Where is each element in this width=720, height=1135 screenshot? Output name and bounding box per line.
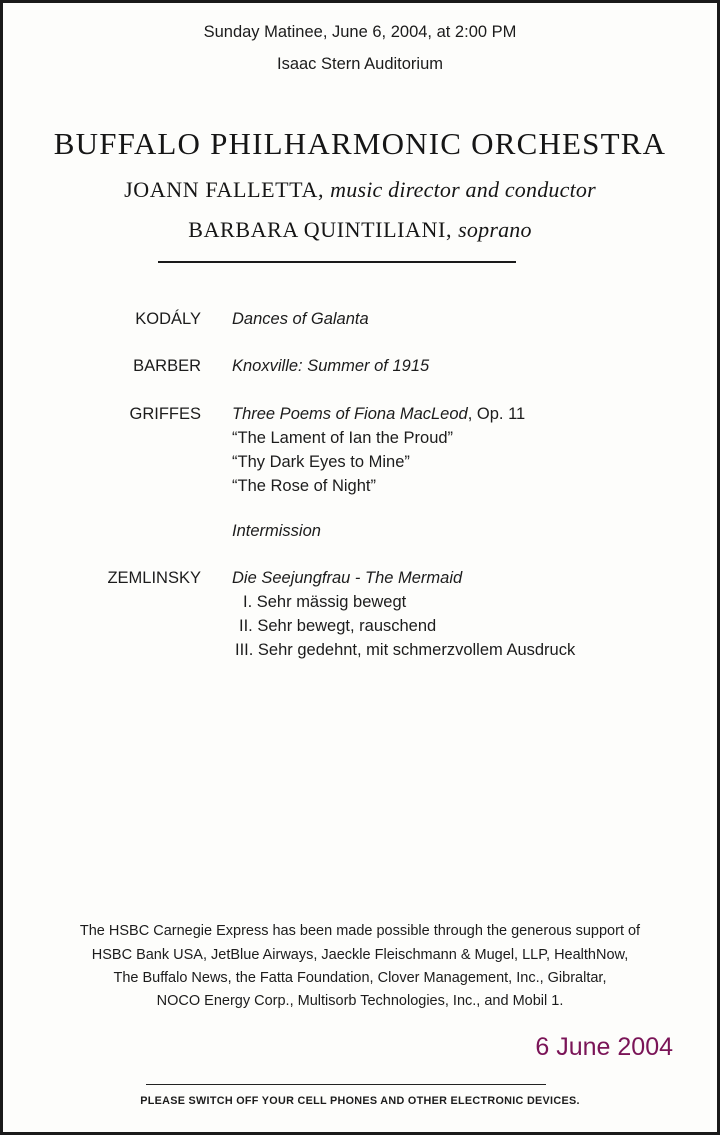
composer-zemlinsky: ZEMLINSKY: [107, 569, 201, 587]
sponsor-line-3: The Buffalo News, the Fatta Foundation, Clover Management, Inc., Gibraltar,: [113, 970, 607, 986]
work-kodaly: Dances of Galanta: [232, 310, 369, 328]
performance-date: Sunday Matinee, June 6, 2004, at 2:00 PM: [203, 23, 517, 41]
soloist-credit: [3, 217, 717, 243]
work-griffes-title: Three Poems of Fiona MacLeod: [232, 405, 468, 423]
sponsor-line-4: NOCO Energy Corp., Multisorb Technologies, Inc., and Mobil 1.: [156, 993, 564, 1009]
conductor-name: JOANN FALLETTA,: [124, 177, 325, 202]
composer-griffes: GRIFFES: [129, 405, 201, 423]
work-barber: Knoxville: Summer of 1915: [232, 357, 430, 375]
work-griffes: [232, 405, 525, 424]
footer-divider: [146, 1084, 546, 1085]
conductor-credit: [3, 177, 717, 203]
soloist-name: BARBARA QUINTILIANI,: [188, 217, 453, 242]
griffes-poem-3: “The Rose of Night”: [232, 477, 376, 495]
phone-notice: PLEASE SWITCH OFF YOUR CELL PHONES AND OTHER ELECTRONIC DEVICES.: [140, 1095, 580, 1107]
handwritten-date-annotation: 6 June 2004: [535, 1033, 673, 1061]
composer-barber: BARBER: [133, 357, 201, 375]
work-griffes-opus: , Op. 11: [467, 405, 526, 423]
work-zemlinsky: Die Seejungfrau - The Mermaid: [232, 569, 463, 587]
griffes-poem-2: “Thy Dark Eyes to Mine”: [232, 453, 410, 471]
conductor-role: music director and conductor: [330, 177, 596, 202]
zemlinsky-movement-1: I. Sehr mässig bewegt: [243, 593, 407, 611]
sponsor-line-2: HSBC Bank USA, JetBlue Airways, Jaeckle Fleischmann & Mugel, LLP, HealthNow,: [91, 947, 629, 963]
venue-name: Isaac Stern Auditorium: [277, 55, 443, 73]
griffes-poem-1: “The Lament of Ian the Proud”: [232, 429, 454, 447]
orchestra-title: BUFFALO PHILHARMONIC ORCHESTRA: [53, 126, 667, 161]
soloist-role: soprano: [458, 217, 532, 242]
zemlinsky-movement-3: III. Sehr gedehnt, mit schmerzvollem Ausdruck: [235, 641, 576, 659]
intermission-label: Intermission: [232, 522, 321, 540]
program-page: [3, 3, 717, 1132]
composer-kodaly: KODÁLY: [135, 310, 201, 328]
sponsor-line-1: The HSBC Carnegie Express has been made possible through the generous support of: [79, 923, 641, 939]
zemlinsky-movement-2: II. Sehr bewegt, rauschend: [239, 617, 437, 635]
title-divider: [158, 261, 516, 263]
